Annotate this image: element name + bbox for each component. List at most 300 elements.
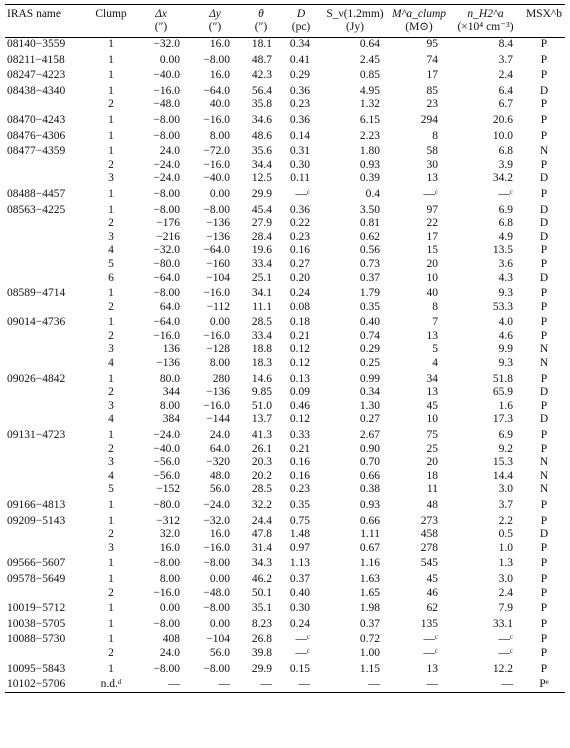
cell-flux: 3.50: [359, 203, 380, 216]
cell-iras-name: [5, 330, 90, 344]
cell-theta: 34.3: [251, 557, 272, 570]
cell-mass: 458: [420, 528, 438, 541]
cell-clump: 1: [108, 499, 114, 511]
unit-iras-name: [5, 21, 90, 38]
cell-diameter: 0.34: [289, 38, 310, 50]
cell-theta: 41.3: [251, 429, 272, 442]
cell-density: 8.4: [498, 38, 513, 50]
cell-theta: 45.4: [251, 203, 272, 216]
cell-dx: −16.0: [153, 586, 180, 599]
table-row: [5, 143, 565, 159]
cell-density: 1.6: [498, 399, 513, 412]
cell-dx: 0.00: [159, 53, 180, 66]
table-row: [5, 330, 565, 344]
cell-clump: 1: [108, 514, 114, 527]
cell-theta: 47.8: [251, 528, 272, 541]
cell-diameter: 0.15: [289, 662, 310, 675]
cell-msx: P: [540, 244, 548, 257]
cell-dx: 64.0: [159, 300, 180, 313]
cell-flux: 1.30: [359, 399, 380, 412]
cell-diameter: 0.16: [289, 244, 310, 257]
cell-dx: −16.0: [153, 329, 180, 342]
table-row: [5, 400, 565, 414]
cell-theta: 48.7: [251, 53, 272, 66]
table-row: [5, 343, 565, 357]
cell-iras-name: [5, 98, 90, 112]
cell-dy: −16.0: [203, 158, 230, 171]
cell-diameter: 0.36: [289, 203, 310, 216]
cell-dy: 56.0: [209, 483, 230, 496]
cell-flux: 0.72: [359, 633, 380, 646]
cell-dx: 16.0: [159, 541, 180, 554]
table-footer-rule: [5, 692, 565, 695]
cell-clump: 1: [108, 662, 114, 675]
cell-iras-name: 10019−5712: [7, 602, 66, 615]
header-iras-name: IRAS name: [5, 5, 90, 22]
cell-theta: 29.9: [251, 662, 272, 675]
cell-mass: 85: [426, 84, 438, 97]
cell-clump: 1: [108, 145, 114, 158]
cell-iras-name: [5, 244, 90, 258]
cell-iras-name: 09566−5607: [7, 557, 66, 570]
cell-flux: 2.45: [359, 53, 380, 66]
cell-dx: 344: [162, 386, 180, 399]
cell-theta: 46.2: [251, 572, 272, 585]
cell-msx: Pᵉ: [539, 678, 549, 691]
cell-density: —: [501, 678, 513, 691]
cell-mass: 22: [426, 217, 438, 230]
cell-msx: P: [540, 38, 548, 50]
cell-density: 2.2: [498, 514, 513, 527]
cell-mass: —: [426, 678, 438, 691]
cell-flux: 2.67: [359, 429, 380, 442]
cell-dx: 136: [162, 343, 180, 356]
table-row: [5, 98, 565, 112]
cell-flux: 0.85: [359, 69, 380, 82]
cell-dy: −32.0: [203, 514, 230, 527]
cell-clump: 1: [108, 113, 114, 126]
cell-theta: 35.6: [251, 145, 272, 158]
cell-diameter: 0.97: [289, 541, 310, 554]
cell-dy: −136: [206, 386, 230, 399]
cell-dx: −32.0: [153, 244, 180, 257]
cell-clump: 1: [108, 372, 114, 385]
cell-flux: 0.37: [359, 617, 380, 630]
cell-dx: 8.00: [159, 572, 180, 585]
cell-theta: 19.6: [251, 244, 272, 257]
cell-clump: 1: [108, 617, 114, 630]
cell-msx: P: [540, 662, 548, 675]
cell-dx: −24.0: [153, 158, 180, 171]
cell-msx: N: [539, 145, 549, 158]
table-row: [5, 542, 565, 556]
cell-dx: −8.00: [153, 187, 180, 200]
cell-dx: −8.00: [153, 287, 180, 300]
cell-iras-name: 08477−4359: [7, 145, 66, 158]
cell-dy: −16.0: [203, 399, 230, 412]
cell-density: —ᶜ: [498, 187, 513, 200]
cell-dy: 8.00: [209, 129, 230, 142]
cell-iras-name: 10102−5706: [7, 678, 66, 691]
cell-diameter: 0.20: [289, 271, 310, 284]
cell-mass: —ᶜ: [423, 646, 438, 659]
cell-dx: −216: [156, 230, 180, 243]
cell-msx: P: [540, 158, 548, 171]
table-row: [5, 470, 565, 484]
cell-iras-name: [5, 528, 90, 542]
cell-iras-name: 08247−4223: [7, 69, 66, 82]
cell-theta: 8.23: [251, 617, 272, 630]
table-row: [5, 172, 565, 186]
cell-iras-name: [5, 386, 90, 400]
cell-iras-name: 10038−5705: [7, 617, 66, 630]
cell-clump: 3: [108, 343, 114, 356]
table-row: [5, 38, 565, 52]
cell-density: 2.4: [498, 586, 513, 599]
cell-diameter: 0.36: [289, 113, 310, 126]
cell-density: 7.9: [498, 602, 513, 615]
cell-density: 1.0: [498, 541, 513, 554]
cell-dx: 80.0: [159, 372, 180, 385]
cell-msx: N: [539, 469, 549, 482]
cell-theta: 20.3: [251, 456, 272, 469]
cell-mass: 294: [420, 113, 438, 126]
cell-mass: 46: [426, 586, 438, 599]
cell-theta: 33.4: [251, 257, 272, 270]
cell-iras-name: 08140−3559: [7, 38, 66, 50]
cell-iras-name: [5, 647, 90, 661]
cell-flux: 4.95: [359, 84, 380, 97]
cell-dx: −8.00: [153, 557, 180, 570]
table-row: [5, 244, 565, 258]
cell-clump: 1: [108, 572, 114, 585]
cell-theta: 48.6: [251, 129, 272, 142]
cell-theta: 50.1: [251, 586, 272, 599]
unit-flux: (Jy): [320, 21, 390, 38]
table-row: [5, 661, 565, 677]
cell-msx: P: [540, 113, 548, 126]
cell-dy: 0.00: [209, 316, 230, 329]
cell-msx: D: [539, 172, 549, 185]
table-body: [5, 38, 565, 693]
cell-density: 13.5: [492, 244, 513, 257]
table-row: [5, 202, 565, 218]
cell-dy: −64.0: [203, 244, 230, 257]
cell-dy: 0.00: [209, 617, 230, 630]
cell-dy: −136: [206, 217, 230, 230]
cell-flux: 0.56: [359, 244, 380, 257]
cell-mass: 62: [426, 602, 438, 615]
unit-theta: (″): [240, 21, 282, 38]
cell-clump: 3: [108, 399, 114, 412]
cell-density: 10.0: [492, 129, 513, 142]
cell-flux: 0.93: [359, 158, 380, 171]
cell-mass: 25: [426, 442, 438, 455]
table-row: [5, 285, 565, 301]
cell-theta: 14.6: [251, 372, 272, 385]
table-row: [5, 231, 565, 245]
cell-dy: −144: [206, 413, 230, 426]
cell-theta: 18.8: [251, 343, 272, 356]
cell-dx: −8.00: [153, 203, 180, 216]
cell-dx: −40.0: [153, 442, 180, 455]
cell-theta: 24.4: [251, 514, 272, 527]
table-row: [5, 67, 565, 83]
cell-diameter: 0.24: [289, 617, 310, 630]
cell-dy: −24.0: [203, 499, 230, 511]
cell-dy: 48.0: [209, 469, 230, 482]
cell-mass: 15: [426, 244, 438, 257]
cell-iras-name: 08476−4306: [7, 129, 66, 142]
cell-mass: 135: [420, 617, 438, 630]
cell-theta: 12.5: [251, 172, 272, 185]
header-msx: MSX^b: [523, 5, 565, 22]
table-row: [5, 513, 565, 529]
cell-dy: −8.00: [203, 203, 230, 216]
cell-diameter: 0.21: [289, 442, 310, 455]
cell-density: 6.9: [498, 429, 513, 442]
cell-density: 3.0: [498, 572, 513, 585]
cell-mass: 8: [432, 129, 438, 142]
cell-density: 2.4: [498, 69, 513, 82]
unit-diameter: (pc): [282, 21, 320, 38]
table-row: [5, 301, 565, 315]
cell-flux: 0.93: [359, 499, 380, 511]
cell-msx: D: [539, 386, 549, 399]
header-row-units: [5, 21, 565, 38]
cell-iras-name: [5, 587, 90, 601]
cell-msx: P: [540, 69, 548, 82]
cell-dx: 384: [162, 413, 180, 426]
cell-density: 1.3: [498, 557, 513, 570]
cell-mass: —ᶜ: [423, 633, 438, 646]
cell-mass: 13: [426, 329, 438, 342]
cell-msx: P: [540, 557, 548, 570]
cell-clump: 1: [108, 187, 114, 200]
cell-theta: 26.1: [251, 442, 272, 455]
cell-msx: P: [540, 514, 548, 527]
cell-density: 65.9: [492, 386, 513, 399]
table-row: [5, 112, 565, 128]
cell-iras-name: [5, 231, 90, 245]
cell-flux: 0.66: [359, 514, 380, 527]
cell-mass: 45: [426, 572, 438, 585]
cell-dx: −8.00: [153, 617, 180, 630]
cell-dy: 16.0: [209, 528, 230, 541]
cell-diameter: 0.12: [289, 413, 310, 426]
cell-diameter: 0.33: [289, 429, 310, 442]
cell-dx: −48.0: [153, 98, 180, 111]
unit-dy: (″): [190, 21, 240, 38]
cell-clump: 6: [108, 271, 114, 284]
cell-clump: 2: [108, 98, 114, 111]
cell-diameter: 0.35: [289, 499, 310, 511]
cell-iras-name: [5, 159, 90, 173]
cell-dy: 16.0: [209, 38, 230, 50]
cell-clump: 2: [108, 528, 114, 541]
cell-flux: 0.37: [359, 271, 380, 284]
cell-msx: P: [540, 399, 548, 412]
unit-msx: [523, 21, 565, 38]
cell-mass: 48: [426, 499, 438, 511]
cell-msx: P: [540, 257, 548, 270]
cell-diameter: 0.46: [289, 399, 310, 412]
table-row: [5, 258, 565, 272]
cell-dy: −320: [206, 456, 230, 469]
cell-dy: −8.00: [203, 602, 230, 615]
unit-dx: (″): [132, 21, 190, 38]
cell-diameter: 0.12: [289, 357, 310, 370]
cell-iras-name: [5, 483, 90, 497]
cell-theta: 28.5: [251, 483, 272, 496]
cell-diameter: 0.12: [289, 343, 310, 356]
cell-density: 15.3: [492, 456, 513, 469]
table-row: [5, 314, 565, 330]
cell-diameter: 0.31: [289, 145, 310, 158]
cell-msx: D: [539, 84, 549, 97]
cell-dx: −80.0: [153, 499, 180, 511]
cell-flux: 1.80: [359, 145, 380, 158]
cell-diameter: 0.13: [289, 372, 310, 385]
cell-flux: 0.25: [359, 357, 380, 370]
cell-mass: 13: [426, 662, 438, 675]
cell-iras-name: [5, 470, 90, 484]
cell-clump: 2: [108, 442, 114, 455]
cell-flux: 1.15: [359, 662, 380, 675]
cell-flux: 6.15: [359, 113, 380, 126]
cell-dy: −104: [206, 271, 230, 284]
cell-mass: 10: [426, 413, 438, 426]
cell-theta: 51.0: [251, 399, 272, 412]
cell-diameter: 0.30: [289, 158, 310, 171]
cell-mass: 17: [426, 69, 438, 82]
cell-msx: N: [539, 343, 549, 356]
cell-density: 9.2: [498, 442, 513, 455]
cell-dy: −72.0: [203, 145, 230, 158]
cell-dy: −48.0: [203, 586, 230, 599]
cell-dy: 16.0: [209, 69, 230, 82]
cell-diameter: —ᶜ: [295, 187, 310, 200]
cell-theta: 32.2: [251, 499, 272, 511]
table-row: [5, 217, 565, 231]
cell-flux: 0.29: [359, 343, 380, 356]
cell-clump: 3: [108, 172, 114, 185]
cell-diameter: 0.18: [289, 316, 310, 329]
clump-table: [5, 4, 565, 695]
cell-density: 4.0: [498, 316, 513, 329]
cell-clump: 1: [108, 129, 114, 142]
cell-msx: P: [540, 300, 548, 313]
cell-flux: 0.38: [359, 483, 380, 496]
cell-iras-name: 10095−5843: [7, 662, 66, 675]
cell-mass: 13: [426, 386, 438, 399]
cell-msx: D: [539, 217, 549, 230]
cell-diameter: 0.36: [289, 84, 310, 97]
cell-dx: −8.00: [153, 662, 180, 675]
header-theta: θ: [240, 5, 282, 22]
cell-dy: −40.0: [203, 172, 230, 185]
table-row: [5, 52, 565, 68]
cell-clump: 1: [108, 602, 114, 615]
cell-diameter: 0.16: [289, 456, 310, 469]
cell-iras-name: 08211−4158: [7, 53, 65, 66]
cell-msx: P: [540, 572, 548, 585]
table-row: [5, 456, 565, 470]
cell-msx: N: [539, 456, 549, 469]
cell-msx: D: [539, 528, 549, 541]
cell-msx: D: [539, 271, 549, 284]
cell-iras-name: 08470−4243: [7, 113, 66, 126]
cell-msx: P: [540, 586, 548, 599]
table-row: [5, 528, 565, 542]
cell-iras-name: 09014−4736: [7, 316, 66, 329]
cell-theta: 34.4: [251, 158, 272, 171]
cell-iras-name: 09578−5649: [7, 572, 66, 585]
cell-density: 3.7: [498, 499, 513, 511]
cell-iras-name: [5, 217, 90, 231]
cell-clump: 2: [108, 646, 114, 659]
cell-diameter: 0.23: [289, 230, 310, 243]
cell-diameter: 0.41: [289, 53, 310, 66]
cell-iras-name: 09209−5143: [7, 514, 66, 527]
table-row: [5, 571, 565, 587]
cell-dy: −8.00: [203, 53, 230, 66]
cell-mass: 20: [426, 257, 438, 270]
cell-flux: 0.73: [359, 257, 380, 270]
cell-iras-name: [5, 272, 90, 286]
header-density: n_H2^a: [448, 5, 523, 22]
cell-dx: —: [168, 678, 180, 691]
cell-dx: 0.00: [159, 602, 180, 615]
cell-mass: 20: [426, 456, 438, 469]
cell-diameter: 0.37: [289, 572, 310, 585]
cell-dx: −16.0: [153, 84, 180, 97]
cell-diameter: 0.30: [289, 602, 310, 615]
cell-mass: 58: [426, 145, 438, 158]
cell-clump: 5: [108, 257, 114, 270]
cell-dy: −64.0: [203, 84, 230, 97]
cell-density: 53.3: [492, 300, 513, 313]
cell-density: 6.8: [498, 217, 513, 230]
cell-dy: −136: [206, 230, 230, 243]
cell-theta: 33.4: [251, 329, 272, 342]
cell-dy: −104: [206, 633, 230, 646]
cell-flux: 0.81: [359, 217, 380, 230]
cell-dx: 32.0: [159, 528, 180, 541]
cell-dx: −24.0: [153, 429, 180, 442]
cell-clump: 2: [108, 586, 114, 599]
cell-diameter: 1.48: [289, 528, 310, 541]
cell-mass: 273: [420, 514, 438, 527]
cell-density: 12.2: [492, 662, 513, 675]
cell-clump: 1: [108, 203, 114, 216]
cell-diameter: 0.27: [289, 257, 310, 270]
cell-msx: P: [540, 53, 548, 66]
cell-iras-name: [5, 542, 90, 556]
cell-density: 9.3: [498, 287, 513, 300]
cell-mass: 4: [432, 357, 438, 370]
cell-diameter: 0.40: [289, 586, 310, 599]
cell-flux: —: [368, 678, 380, 691]
cell-theta: 56.4: [251, 84, 272, 97]
cell-dx: 8.00: [159, 399, 180, 412]
cell-msx: P: [540, 617, 548, 630]
cell-flux: 0.35: [359, 300, 380, 313]
cell-diameter: 0.16: [289, 469, 310, 482]
cell-theta: 29.9: [251, 187, 272, 200]
cell-dy: −8.00: [203, 557, 230, 570]
cell-msx: P: [540, 602, 548, 615]
